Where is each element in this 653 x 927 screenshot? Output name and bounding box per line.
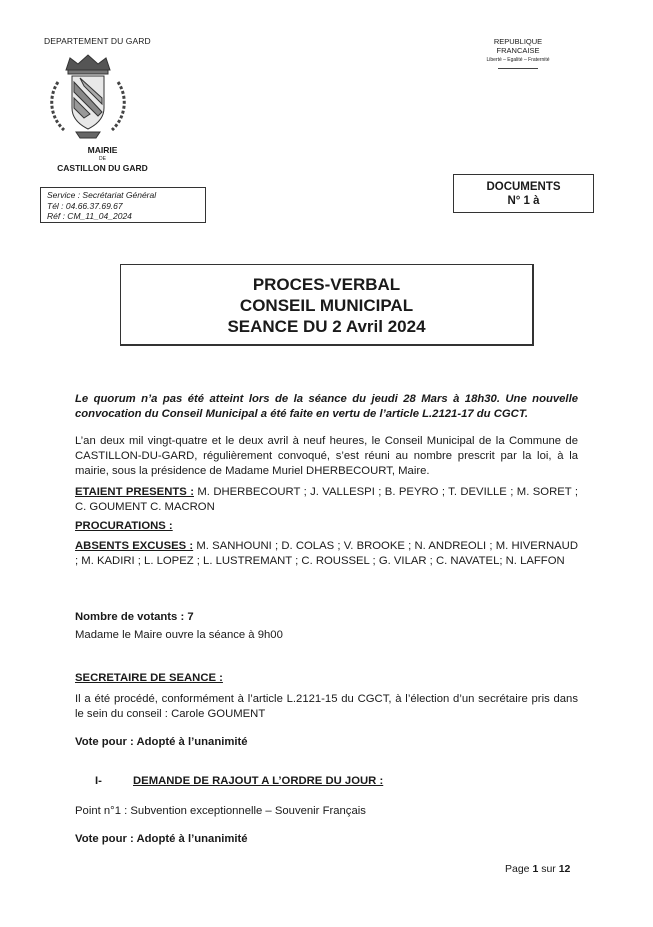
documents-number: N° 1 à (507, 195, 540, 207)
votants-count: Nombre de votants : 7 (75, 611, 194, 623)
point-1: Point n°1 : Subvention exceptionnelle – Souvenir Français (75, 805, 366, 817)
page-current: 1 (532, 863, 539, 875)
mairie-title: MAIRIE (87, 145, 118, 155)
secretaire-paragraph: Il a été procédé, conformément à l’article L.2121-15 du CGCT, à l’élection d’un secrétaire pris dans le sein du conseil : Carole GOUMENT (75, 693, 578, 720)
section-heading: DEMANDE DE RAJOUT A L’ORDRE DU JOUR : (133, 775, 384, 787)
secretaire-heading: SECRETAIRE DE SEANCE : (75, 672, 223, 684)
mairie-commune: CASTILLON DU GARD (57, 163, 148, 173)
title-line-1: PROCES-VERBAL (252, 275, 401, 294)
service-line: Service : Secrétariat Général (47, 190, 157, 200)
absents-paragraph (75, 539, 578, 569)
republic-header (472, 37, 564, 69)
page-total: 12 (558, 863, 571, 875)
point-1-vote: Vote pour : Adopté à l’unanimité (75, 833, 248, 845)
service-box (40, 187, 206, 223)
page-prefix: Page (505, 863, 533, 875)
intro-paragraph: L’an deux mil vingt-quatre et le deux avril à neuf heures, le Conseil Municipal de la Commune de CASTILLON-DU-GARD, régulièrement convoqué, s’est réuni au nombre prescrit par la loi, à la mairie, sous la présidence de Madame Muriel DHERBECOURT, Maire. (75, 435, 578, 477)
department-label: DEPARTEMENT DU GARD (44, 36, 151, 46)
secretaire-vote: Vote pour : Adopté à l’unanimité (75, 736, 248, 748)
coat-of-arms-icon (44, 52, 132, 142)
presents-names: M. DHERBECOURT ; J. VALLESPI ; B. PEYRO ; T. DEVILLE ; M. SORET ; C. GOUMENT C. MACRON (75, 486, 578, 513)
documents-label: DOCUMENTS (486, 181, 561, 193)
motto-underline (498, 68, 538, 69)
quorum-paragraph: Le quorum n’a pas été atteint lors de la séance du jeudi 28 Mars à 18h30. Une nouvelle convocation du Conseil Municipal a été faite en vertu de l’article L.2121-17 du CGCT. (75, 393, 578, 420)
title-box (120, 264, 534, 346)
republic-motto: Liberté – Egalité – Fraternité (486, 57, 550, 63)
mairie-de: DE (99, 156, 106, 162)
absents-label: ABSENTS EXCUSES : (75, 540, 194, 552)
mairie-block (40, 145, 165, 174)
procurations-label: PROCURATIONS : (75, 520, 173, 532)
reference-line: Réf : CM_11_04_2024 (47, 211, 132, 221)
page-number (505, 863, 570, 875)
opening-statement: Madame le Maire ouvre la séance à 9h00 (75, 629, 283, 641)
presents-paragraph (75, 485, 578, 515)
documents-box (453, 174, 594, 213)
title-line-3: SEANCE DU 2 Avril 2024 (227, 317, 426, 336)
absents-names: M. SANHOUNI ; D. COLAS ; V. BROOKE ; N. ANDREOLI ; M. HIVERNAUD ; M. KADIRI ; L. LOPEZ ; L. LUSTREMANT ; C. ROUSSEL ; G. VILAR ; C. NAVATEL; N. LAFFON (75, 540, 578, 567)
section-numeral: I- (95, 775, 102, 787)
phone-line: Tél : 04.66.37.69.67 (47, 200, 123, 211)
republic-label: REPUBLIQUE FRANCAISE (493, 37, 543, 55)
presents-label: ETAIENT PRESENTS : (75, 486, 194, 498)
page-middle: sur (538, 863, 559, 875)
title-line-2: CONSEIL MUNICIPAL (239, 296, 414, 315)
